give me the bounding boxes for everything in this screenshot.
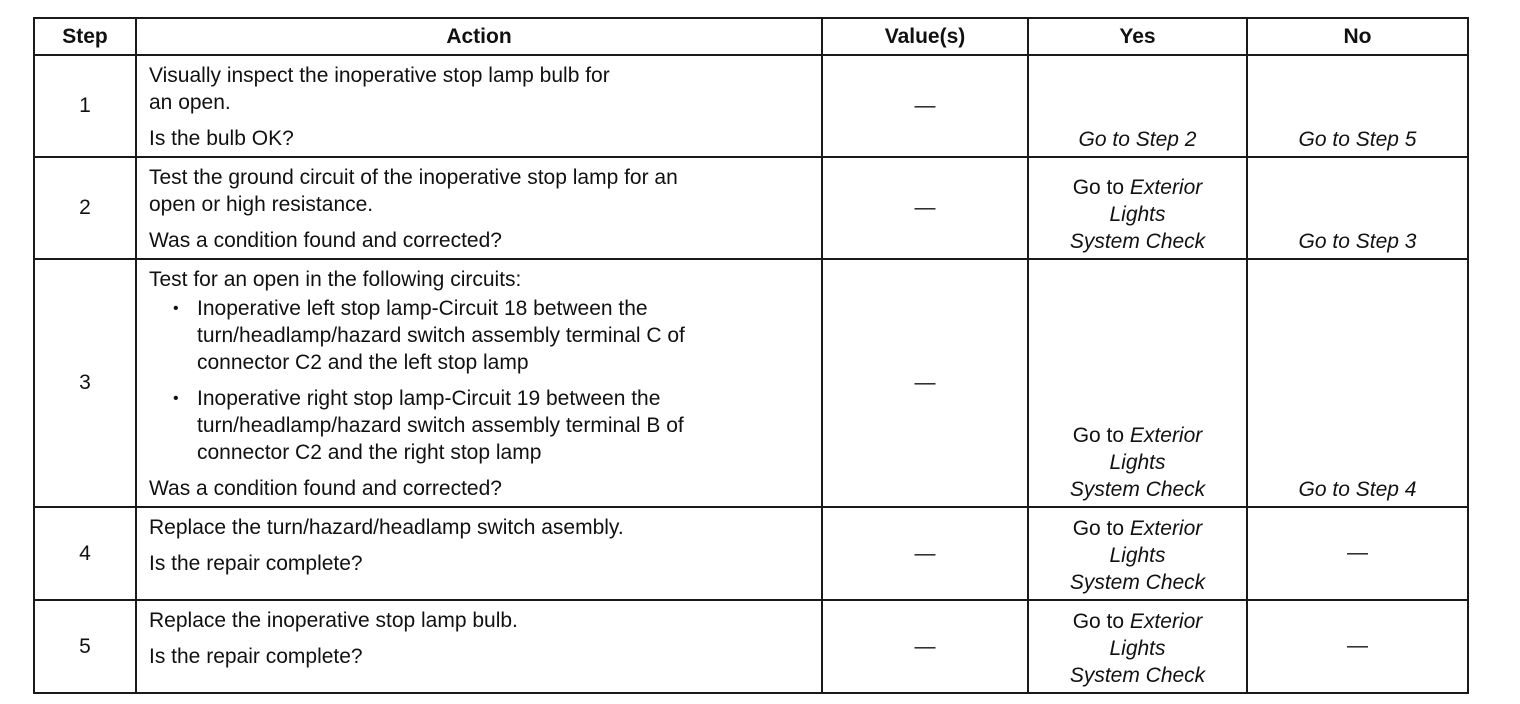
no-cell: —	[1247, 507, 1468, 600]
value-cell: —	[822, 259, 1028, 507]
header-values: Value(s)	[822, 18, 1028, 55]
header-action: Action	[136, 18, 822, 55]
value-cell: —	[822, 600, 1028, 693]
circuit-list	[149, 295, 811, 466]
step-number: 3	[34, 259, 136, 507]
no-cell: Go to Step 5	[1247, 55, 1468, 157]
step-number: 4	[34, 507, 136, 600]
table-row-step-5	[34, 600, 1468, 693]
value-cell: —	[822, 157, 1028, 259]
no-cell: Go to Step 4	[1247, 259, 1468, 507]
action-text: Test for an open in the following circuits:	[149, 268, 522, 291]
action-question: Was a condition found and corrected?	[149, 229, 502, 252]
no-cell: —	[1247, 600, 1468, 693]
action-cell	[136, 55, 822, 157]
yes-cell: Go to Exterior Lights System Check	[1028, 157, 1247, 259]
table-row-step-1	[34, 55, 1468, 157]
header-no: No	[1247, 18, 1468, 55]
table-row-step-3	[34, 259, 1468, 507]
value-cell: —	[822, 507, 1028, 600]
action-text: Replace the inoperative stop lamp bulb.	[149, 609, 518, 632]
yes-cell: Go to Exterior Lights System Check	[1028, 259, 1247, 507]
list-item: • Inoperative left stop lamp-Circuit 18 between the turn/headlamp/hazard switch assembly terminal C of connector C2 and the left stop lamp	[149, 295, 811, 376]
action-question: Is the repair complete?	[149, 552, 363, 575]
action-text: Test the ground circuit of the inoperative stop lamp for an open or high resistance.	[149, 166, 678, 216]
no-cell: Go to Step 3	[1247, 157, 1468, 259]
action-question: Is the repair complete?	[149, 645, 363, 668]
header-row	[34, 18, 1468, 55]
diagnostic-table	[33, 17, 1469, 694]
header-yes: Yes	[1028, 18, 1247, 55]
value-cell: —	[822, 55, 1028, 157]
action-question: Was a condition found and corrected?	[149, 477, 502, 500]
action-text: Visually inspect the inoperative stop lamp bulb for an open.	[149, 64, 610, 114]
action-cell	[136, 600, 822, 693]
action-cell	[136, 157, 822, 259]
yes-cell: Go to Step 2	[1028, 55, 1247, 157]
action-question: Is the bulb OK?	[149, 127, 294, 150]
step-number: 2	[34, 157, 136, 259]
action-cell	[136, 259, 822, 507]
list-item: • Inoperative right stop lamp-Circuit 19 between the turn/headlamp/hazard switch assembly terminal B of connector C2 and the right stop lamp	[149, 385, 811, 466]
step-number: 5	[34, 600, 136, 693]
action-cell	[136, 507, 822, 600]
header-step: Step	[34, 18, 136, 55]
step-number: 1	[34, 55, 136, 157]
yes-cell: Go to Exterior Lights System Check	[1028, 600, 1247, 693]
table-row-step-2	[34, 157, 1468, 259]
action-text: Replace the turn/hazard/headlamp switch asembly.	[149, 516, 624, 539]
yes-cell: Go to Exterior Lights System Check	[1028, 507, 1247, 600]
table-row-step-4	[34, 507, 1468, 600]
